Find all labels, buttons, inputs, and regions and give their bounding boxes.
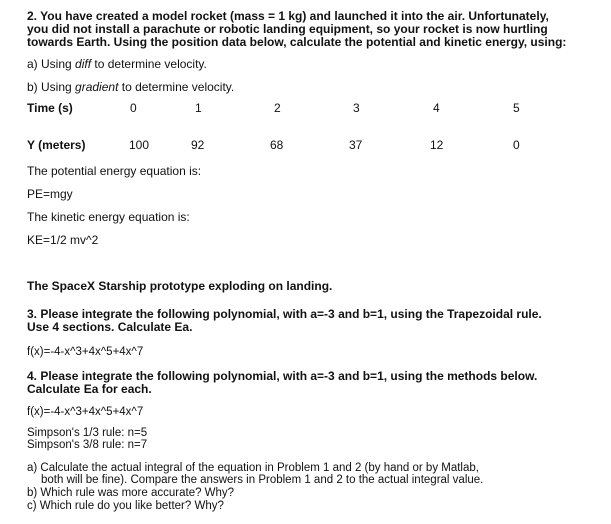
ke-equation: KE=1/2 mv^2 [27,233,99,247]
part-a-prefix: a) Using [27,57,76,71]
problem2-header-line1: 2. You have created a model rocket (mass = 1 kg) and launched it into the air. Unfortunately, [27,9,549,23]
time-value: 4 [433,101,440,115]
question-c: c) Which rule do you like better? Why? [27,500,224,512]
simpson-13-rule: Simpson's 1/3 rule: n=5 [27,427,148,439]
simpson-38-rule: Simpson's 3/8 rule: n=7 [27,439,148,451]
problem4-line1: 4. Please integrate the following polynomial, with a=-3 and b=1, using the methods below. [27,369,538,383]
pe-intro: The potential energy equation is: [27,164,202,178]
time-value: 5 [513,101,520,115]
part-a-func: diff [75,57,92,71]
question-a-line2: both will be fine). Compare the answers in Problem 1 and 2 to the actual integral value. [41,474,484,486]
pe-equation: PE=mgy [27,187,73,201]
part-b-func: gradient [75,80,119,94]
y-value: 92 [191,138,205,152]
question-a-line1: a) Calculate the actual integral of the equation in Problem 1 and 2 (by hand or by Matlab, [27,462,479,474]
y-value: 0 [513,138,520,152]
time-value: 1 [195,101,202,115]
image-caption: The SpaceX Starship prototype exploding on landing. [27,279,333,293]
y-label: Y (meters) [27,138,86,152]
problem2-header-line2: you did not install a parachute or robotic landing equipment, so your rocket is now hurtling [27,22,548,36]
time-value: 3 [353,101,360,115]
y-value: 100 [129,138,150,152]
time-value: 0 [130,101,137,115]
problem4-polynomial: f(x)=-4-x^3+4x^5+4x^7 [27,406,144,418]
time-label: Time (s) [27,101,73,115]
y-value: 12 [430,138,444,152]
problem2-header-line3: towards Earth. Using the position data below, calculate the potential and kinetic energy, using: [27,35,567,49]
ke-intro: The kinetic energy equation is: [27,210,190,224]
problem3-line2: Use 4 sections. Calculate Ea. [27,320,193,334]
problem2-part-a [27,57,207,71]
time-value: 2 [274,101,281,115]
problem4-line2: Calculate Ea for each. [27,382,152,396]
part-b-suffix: to determine velocity. [118,80,235,94]
cropped-previous-line [0,0,611,5]
y-value: 37 [349,138,363,152]
problem2-part-b [27,80,234,94]
problem3-line1: 3. Please integrate the following polynomial, with a=-3 and b=1, using the Trapezoidal rule. [27,307,542,321]
problem3-polynomial: f(x)=-4-x^3+4x^5+4x^7 [27,346,144,358]
y-value: 68 [270,138,284,152]
question-b: b) Which rule was more accurate? Why? [27,487,235,499]
part-a-suffix: to determine velocity. [91,57,207,71]
part-b-prefix: b) Using [27,80,76,94]
